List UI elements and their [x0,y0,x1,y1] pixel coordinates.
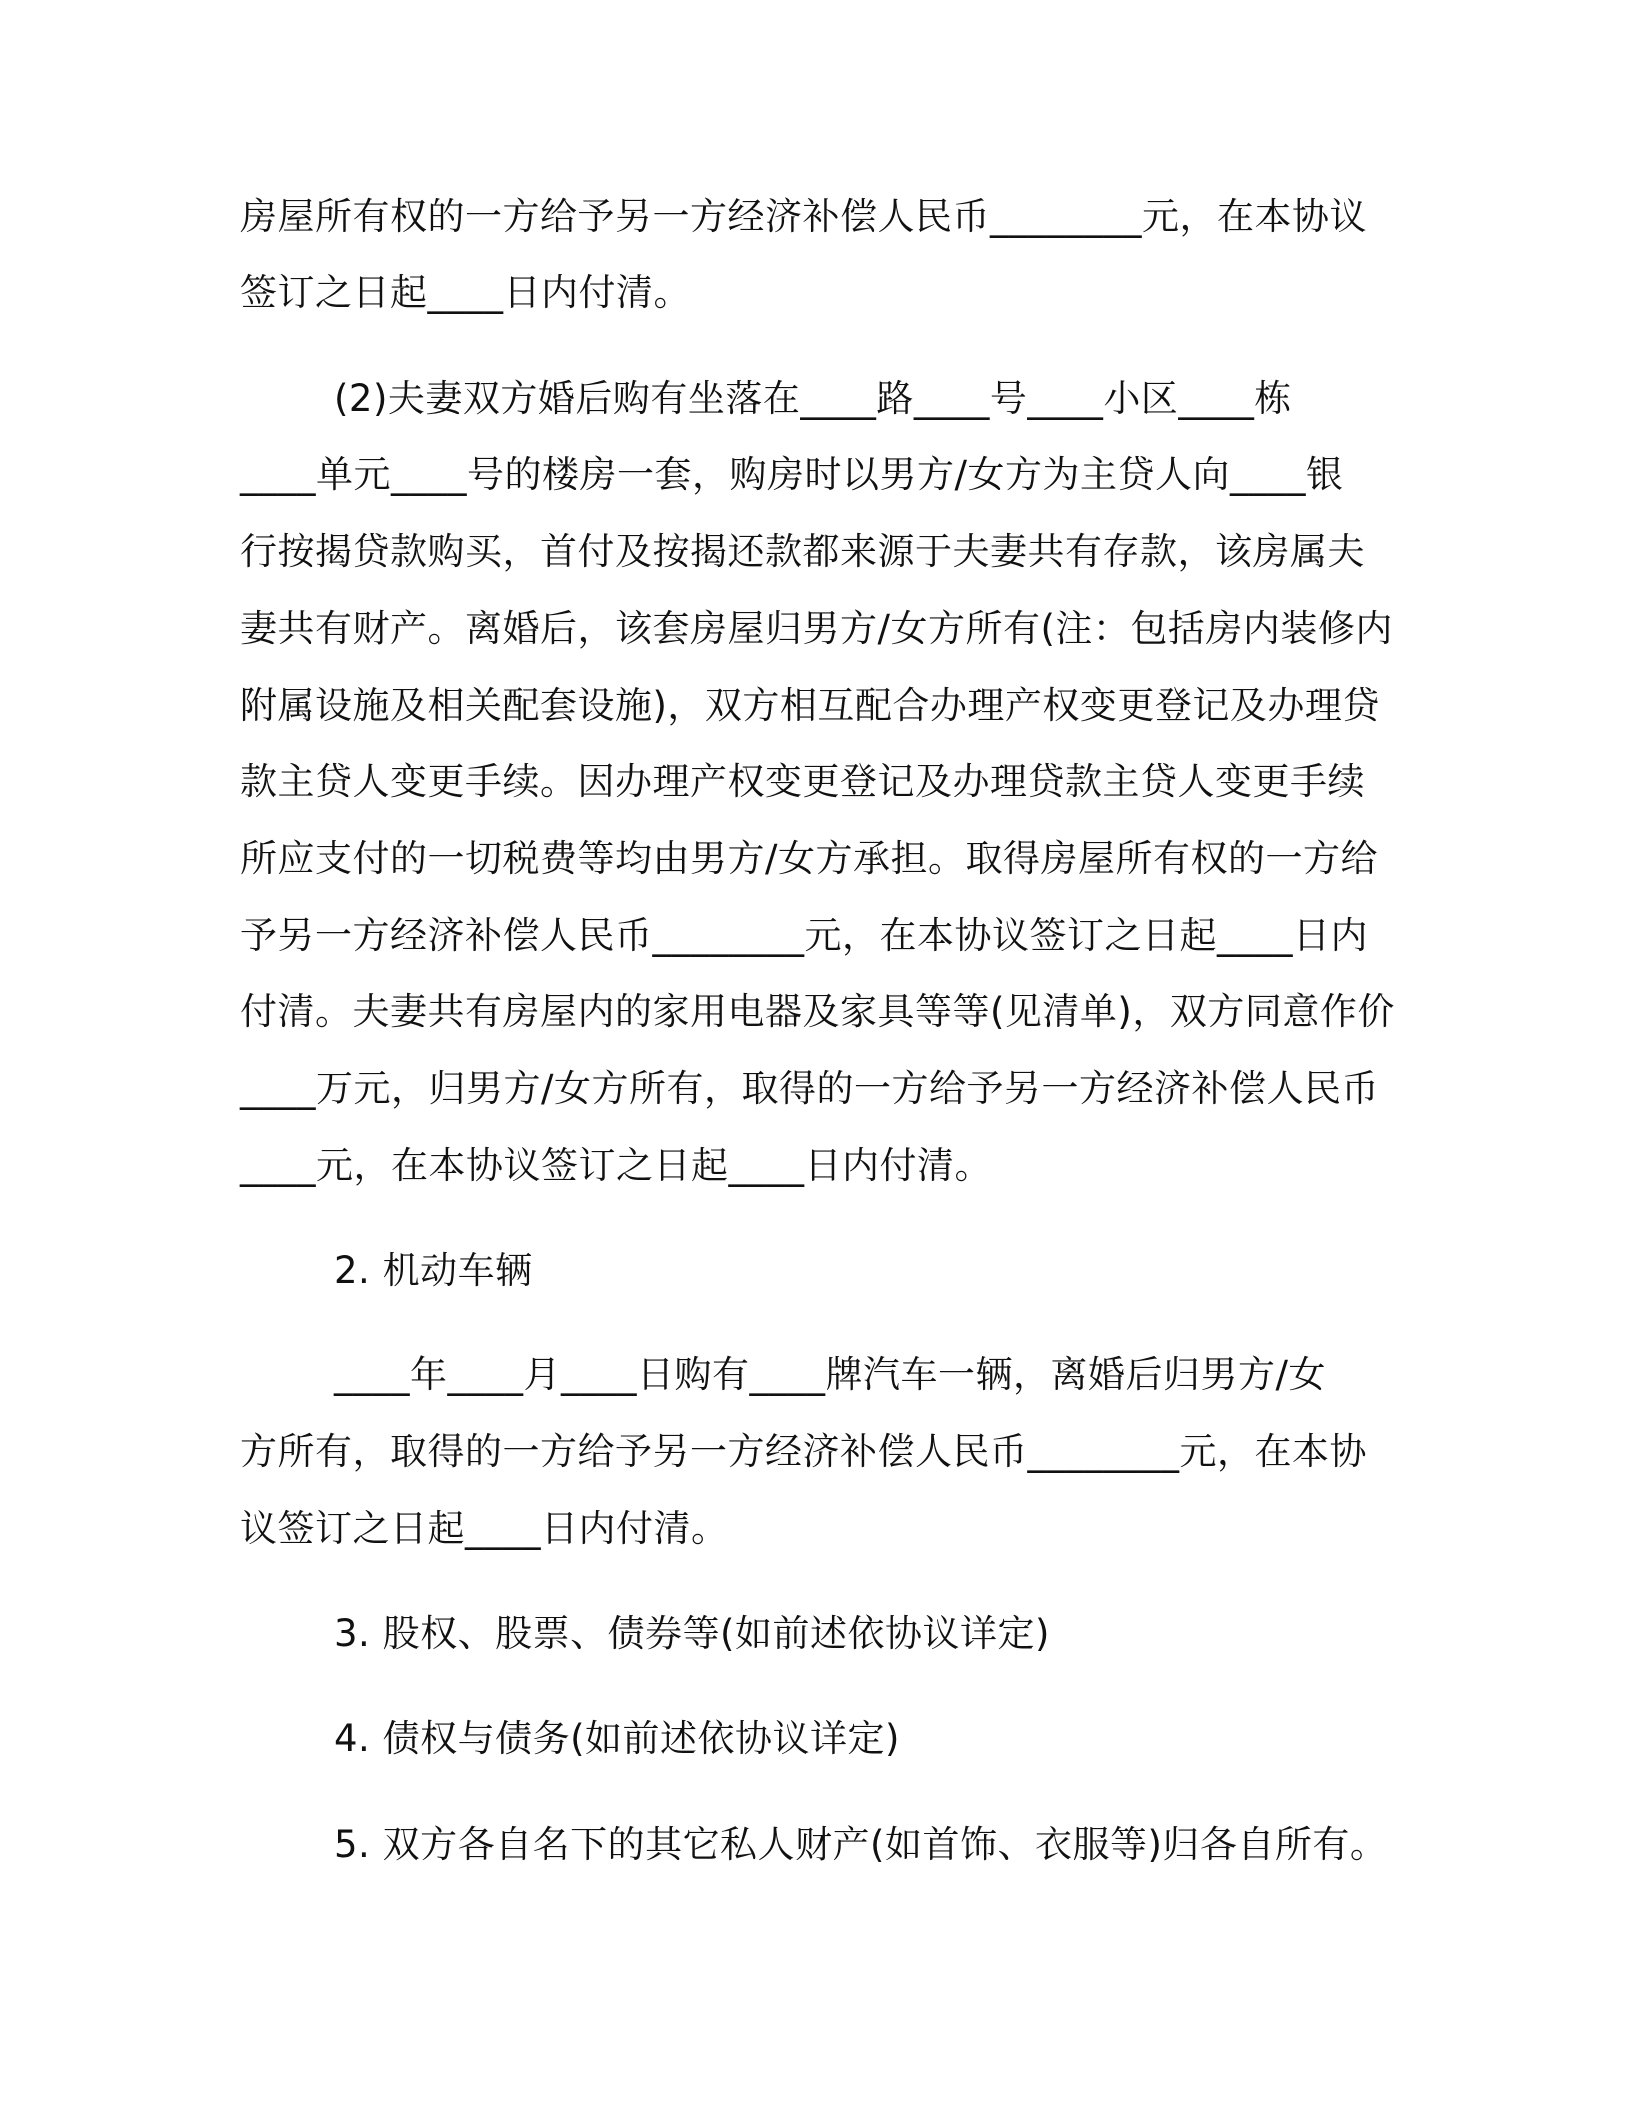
paragraph-line: ____元，在本协议签订之日起____日内付清。 [240,1144,992,1187]
paragraph-line: 行按揭贷款购买，首付及按揭还款都来源于夫妻共有存款，该房属夫 [240,530,1365,573]
paragraph-line: 款主贷人变更手续。因办理产权变更登记及办理贷款主贷人变更手续 [240,760,1365,803]
list-item: 3. 股权、股票、债券等(如前述依协议详定) [334,1612,1050,1655]
paragraph-line: 房屋所有权的一方给予另一方经济补偿人民币________元，在本协议 [240,195,1367,238]
paragraph-line: 议签订之日起____日内付清。 [240,1507,729,1550]
paragraph-line: 所应支付的一切税费等均由男方/女方承担。取得房屋所有权的一方给 [240,837,1378,880]
paragraph-line: ____万元，归男方/女方所有，取得的一方给予另一方经济补偿人民币 [240,1067,1379,1110]
list-item: 5. 双方各自名下的其它私人财产(如首饰、衣服等)归各自所有。 [334,1823,1388,1866]
paragraph-line: 附属设施及相关配套设施)，双方相互配合办理产权变更登记及办理贷 [240,684,1380,727]
paragraph-line: 妻共有财产。离婚后，该套房屋归男方/女方所有(注：包括房内装修内 [240,607,1393,650]
paragraph-line: 签订之日起____日内付清。 [240,271,691,314]
paragraph-line: ____年____月____日购有____牌汽车一辆，离婚后归男方/女 [334,1353,1326,1396]
section-heading: 2. 机动车辆 [334,1249,533,1292]
paragraph-line: 方所有，取得的一方给予另一方经济补偿人民币________元，在本协 [240,1430,1367,1473]
paragraph-line: 付清。夫妻共有房屋内的家用电器及家具等等(见清单)，双方同意作价 [240,990,1395,1033]
paragraph-line: (2)夫妻双方婚后购有坐落在____路____号____小区____栋 [334,377,1292,420]
paragraph-line: 予另一方经济补偿人民币________元，在本协议签订之日起____日内 [240,914,1368,957]
paragraph-line: ____单元____号的楼房一套，购房时以男方/女方为主贷人向____银 [240,453,1344,496]
list-item: 4. 债权与债务(如前述依协议详定) [334,1717,900,1760]
